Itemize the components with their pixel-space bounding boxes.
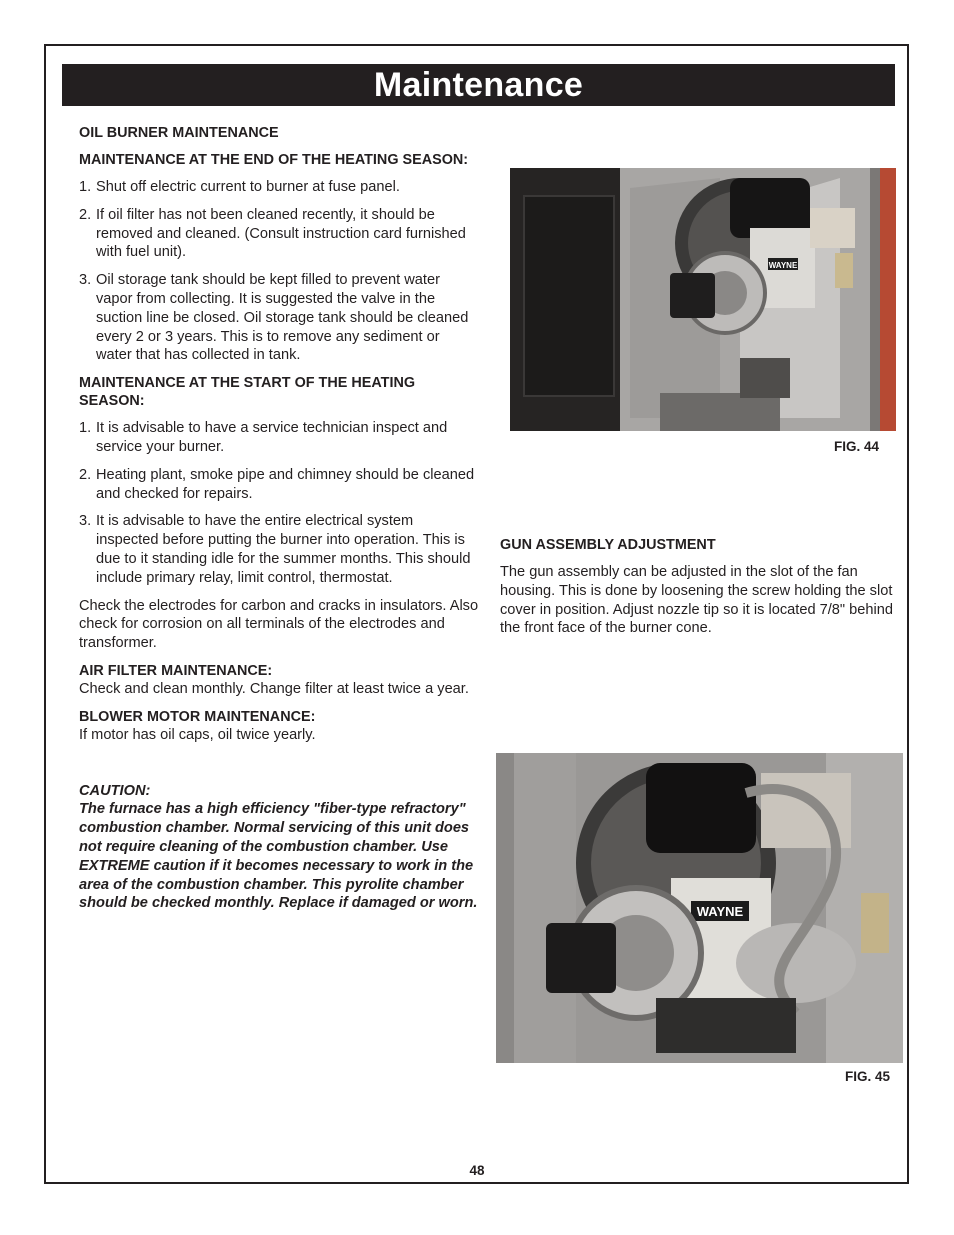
wayne-brand-label-large: WAYNE (696, 904, 744, 919)
right-column (500, 536, 910, 647)
caution-heading: CAUTION: (79, 782, 151, 799)
list-item: 1. It is advisable to have a service technician inspect and service your burner. (79, 420, 448, 455)
list-item: 2. Heating plant, smoke pipe and chimney should be cleaned and checked for repairs. (79, 466, 475, 502)
fig-45-label: FIG. 45 (845, 1069, 891, 1084)
start-season-list (79, 419, 479, 587)
caution-block (79, 782, 479, 914)
page-number: 48 (469, 1163, 485, 1178)
start-season-heading: MAINTENANCE AT THE START OF THE HEATING SEASON: (79, 375, 416, 410)
list-item: 2. If oil filter has not been cleaned recently, it should be removed and cleaned. (Consult instruction card furnished with fuel unit). (79, 206, 466, 261)
fig-45-photo (496, 753, 903, 1063)
list-item: 1. Shut off electric current to burner at fuse panel. (79, 179, 400, 195)
blower-text: If motor has oil caps, oil twice yearly. (79, 726, 316, 743)
caution-text: The furnace has a high efficiency "fiber-type refractory" combustion chamber. Normal servicing of this unit does not require cleaning of the combustion chamber. Use EXTREME caution if it becomes necessary to work in the area of the combustion chamber. This pyrolite chamber should be checked monthly. Replace if damaged or worn. (79, 801, 478, 912)
page-title: Maintenance (373, 66, 584, 104)
burner-photo-large (496, 753, 903, 1063)
end-season-heading: MAINTENANCE AT THE END OF THE HEATING SEASON: (79, 152, 469, 168)
wayne-brand-label: WAYNE (768, 261, 798, 270)
air-filter-heading: AIR FILTER MAINTENANCE: (79, 662, 273, 679)
burner-photo-small (510, 168, 896, 431)
gun-assembly-heading: GUN ASSEMBLY ADJUSTMENT (500, 537, 716, 553)
left-column (79, 124, 479, 913)
air-filter-section (79, 662, 479, 699)
fig-44-photo (510, 168, 896, 431)
fig-44-label: FIG. 44 (834, 439, 880, 454)
blower-heading: BLOWER MOTOR MAINTENANCE: (79, 708, 316, 725)
end-season-list (79, 178, 479, 365)
blower-section (79, 708, 479, 745)
oil-burner-heading: OIL BURNER MAINTENANCE (79, 125, 279, 141)
air-filter-text: Check and clean monthly. Change filter at least twice a year. (79, 680, 469, 697)
gun-assembly-text: The gun assembly can be adjusted in the slot of the fan housing. This is done by loosening the screw holding the slot cover in position. Adjust nozzle tip so it is located 7/8" behind the front face of the burner cone. (500, 564, 893, 637)
list-item: 3. It is advisable to have the entire electrical system inspected before putting the burner into operation. This is due to it standing idle for the summer months. This should include primary relay, limit control, thermostat. (79, 513, 471, 586)
title-banner (62, 64, 895, 106)
list-item: 3. Oil storage tank should be kept filled to prevent water vapor from collecting. It is suggested the valve in the suction line be closed. Oil storage tank should be cleaned every 2 or 3 years. This is to remove any sediment or water that has collected in tank. (79, 272, 469, 364)
electrodes-paragraph: Check the electrodes for carbon and cracks in insulators. Also check for corrosion on all terminals of the electrodes and transformer. (79, 597, 479, 652)
